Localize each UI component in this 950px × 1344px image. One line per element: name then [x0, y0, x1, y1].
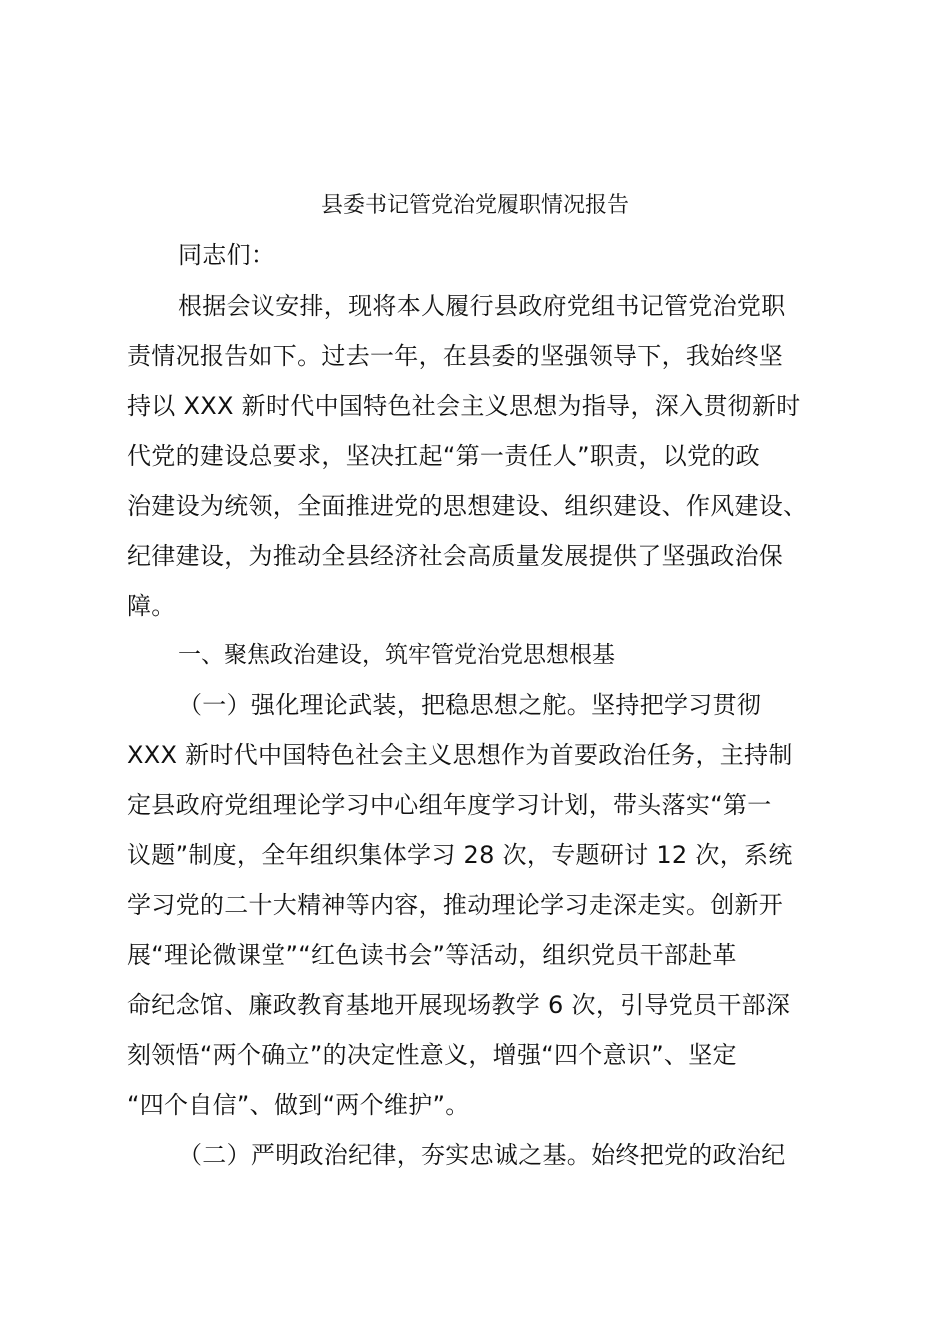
paragraph-line: 定县政府党组理论学习中心组年度学习计划，带头落实“第一	[127, 791, 772, 819]
paragraph-line: 命纪念馆、廉政教育基地开展现场教学 6 次，引导党员干部深	[127, 991, 791, 1019]
paragraph-line: 持以 XXX 新时代中国特色社会主义思想为指导，深入贯彻新时	[127, 392, 801, 420]
paragraph-line: 纪律建设，为推动全县经济社会高质量发展提供了坚强政治保	[127, 542, 784, 570]
paragraph-line: 学习党的二十大精神等内容，推动理论学习走深走实。创新开	[127, 891, 784, 919]
paragraph-line: （二）严明政治纪律，夯实忠诚之基。始终把党的政治纪	[178, 1141, 786, 1169]
paragraph-line: “四个自信”、做到“两个维护”。	[127, 1091, 470, 1119]
paragraph-line: （一）强化理论武装，把稳思想之舵。坚持把学习贯彻	[178, 691, 762, 719]
paragraph-line: 根据会议安排，现将本人履行县政府党组书记管党治党职	[178, 292, 786, 320]
paragraph-line: 展“理论微课堂”“红色读书会”等活动，组织党员干部赴革	[127, 941, 737, 969]
salutation: 同志们：	[178, 241, 276, 269]
paragraph-line: 刻领悟“两个确立”的决定性意义，增强“四个意识”、坚定	[127, 1041, 737, 1069]
paragraph-line: 责情况报告如下。过去一年，在县委的坚强领导下，我始终坚	[127, 342, 784, 370]
paragraph-line: XXX 新时代中国特色社会主义思想作为首要政治任务，主持制	[127, 741, 793, 769]
paragraph-line: 障。	[127, 592, 176, 620]
paragraph-line: 议题”制度，全年组织集体学习 28 次，专题研讨 12 次，系统	[127, 841, 793, 869]
document-title: 县委书记管党治党履职情况报告	[320, 193, 629, 218]
paragraph-line: 治建设为统领，全面推进党的思想建设、组织建设、作风建设、	[127, 492, 808, 520]
paragraph-line: 代党的建设总要求，坚决扛起“第一责任人”职责，以党的政	[127, 442, 760, 470]
section-heading-1: 一、聚焦政治建设，筑牢管党治党思想根基	[178, 642, 615, 668]
